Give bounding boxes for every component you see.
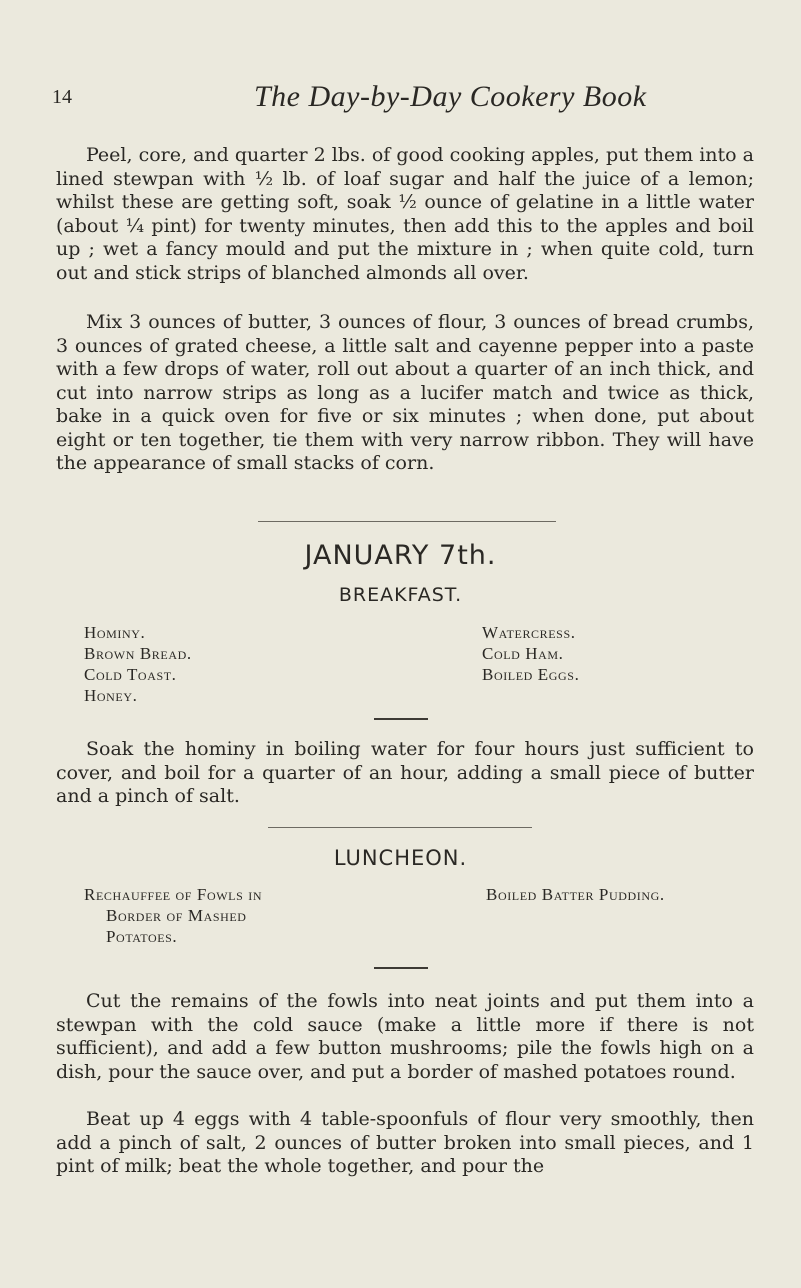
breakfast-instructions: Soak the hominy in boiling water for four hours just sufficient to cover, and boil for a quarter of an hour, adding a small piece of butter and a pinch of salt. (56, 738, 754, 807)
menu-item: Rechauffee of Fowls in (84, 885, 263, 904)
fowl-instructions: Cut the remains of the fowls into neat joints and put them into a stewpan with the cold sauce (make a little more if there is not sufficient), and add a few button mushrooms; pile the fowls high on a dish, pour the sauce over, and put a border of mashed potatoes round. (56, 990, 754, 1083)
section-divider (258, 521, 556, 522)
menu-item: Brown Bread. (84, 644, 192, 663)
menu-item: Cold Ham. (482, 644, 564, 663)
page-number: 14 (52, 86, 72, 108)
menu-item: Potatoes. (106, 927, 178, 946)
apple-recipe-paragraph: Peel, core, and quarter 2 lbs. of good cooking apples, put them into a lined stewpan with ½ lb. of loaf sugar and half the juice of a lemon; whilst these are getting soft, soak ½ ounce of gelatine in a little water (about ¼ pint) for twenty minutes, then add this to the apples and boil up ; wet a fancy mould and put the mixture in ; when quite cold, turn out and stick strips of blanched almonds all over. (56, 144, 754, 284)
menu-item: Boiled Batter Pudding. (486, 885, 665, 904)
luncheon-title: LUNCHEON. (333, 846, 468, 870)
short-rule (374, 718, 428, 720)
breakfast-title: BREAKFAST. (338, 584, 463, 606)
menu-item: Honey. (84, 686, 138, 705)
day-heading: JANUARY 7th. (304, 540, 497, 571)
menu-item: Cold Toast. (84, 665, 177, 684)
menu-item: Hominy. (84, 623, 146, 642)
pudding-instructions: Beat up 4 eggs with 4 table-spoonfuls of flour very smoothly, then add a pinch of salt, 2 ounces of butter broken into small pieces, and 1 pint of milk; beat the whole together, and pour the (56, 1108, 754, 1177)
menu-item: Watercress. (482, 623, 576, 642)
cheese-straws-paragraph: Mix 3 ounces of butter, 3 ounces of flour, 3 ounces of bread crumbs, 3 ounces of grated cheese, a little salt and cayenne pepper into a paste with a few drops of water, roll out about a quarter of an inch thick, and cut into narrow strips as long as a lucifer match and twice as thick, bake in a quick oven for five or six minutes ; when done, put about eight or ten together, tie them with very narrow ribbon. They will have the appearance of small stacks of corn. (56, 311, 754, 474)
short-rule (374, 967, 428, 969)
section-divider (268, 827, 532, 828)
menu-item: Boiled Eggs. (482, 665, 580, 684)
running-title: The Day-by-Day Cookery Book (254, 80, 647, 113)
menu-item: Border of Mashed (106, 906, 247, 925)
